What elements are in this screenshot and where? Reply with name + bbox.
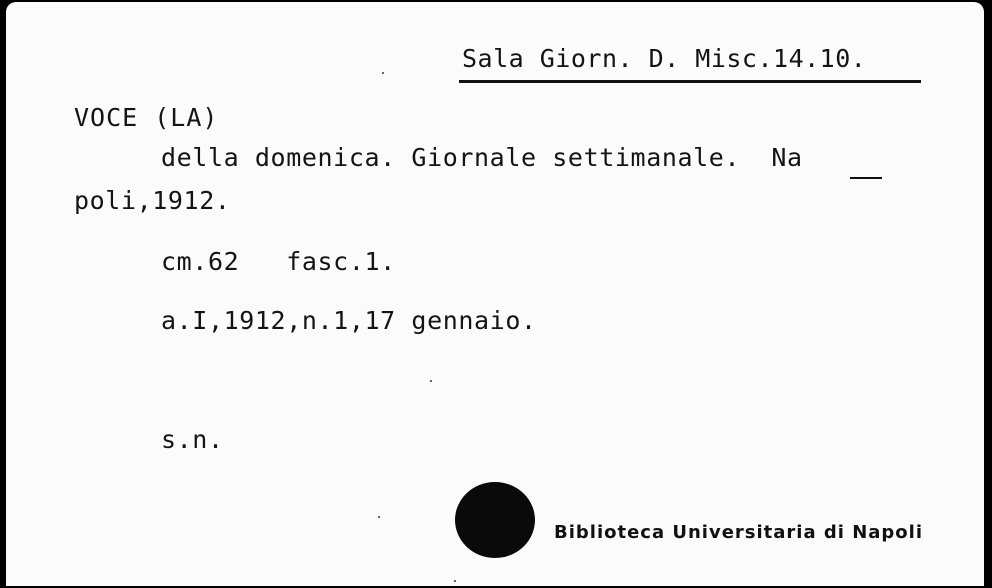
ink-speck	[378, 516, 380, 518]
title-underline-mark	[850, 177, 882, 179]
catalog-card	[6, 2, 984, 586]
notes-sn: s.n.	[161, 425, 224, 454]
holdings-statement: a.I,1912,n.1,17 gennaio.	[161, 306, 537, 335]
shelfmark: Sala Giorn. D. Misc.14.10.	[462, 44, 867, 73]
library-stamp-seal	[455, 482, 535, 558]
library-stamp-text: Biblioteca Universitaria di Napoli	[554, 522, 924, 543]
title-continuation: poli,1912.	[74, 186, 231, 215]
physical-description: cm.62 fasc.1.	[161, 247, 396, 276]
shelfmark-underline	[459, 80, 921, 83]
entry-heading: VOCE (LA)	[74, 103, 219, 132]
ink-speck	[454, 580, 456, 582]
ink-speck	[382, 72, 384, 74]
title-line: della domenica. Giornale settimanale. Na	[161, 143, 803, 172]
ink-speck	[430, 380, 432, 382]
